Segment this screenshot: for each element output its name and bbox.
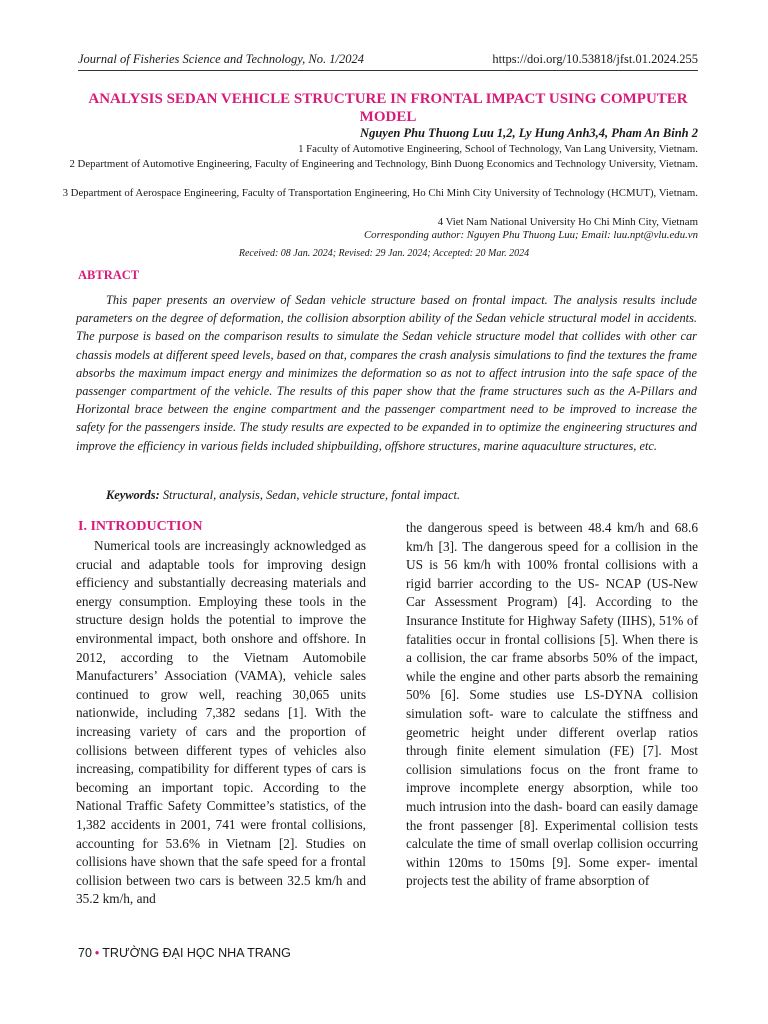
abstract-body: This paper presents an overview of Sedan vehicle structure based on frontal impact. The analysis results include parameters on the degree of deformation, the collision absorption ability of the Sedan vehicle structural model in accidents. The purpose is based on the comparison results to simulate the Sedan vehicle structure model that collides with other car chassis models at different speed levels, based on that, compares the crash analysis simulations to find the textures the frame absorbs the maximum impact energy and minimizes the deformation so as not to affect intrusion into the safe space of the passenger compartment of the vehicle. The results of this paper show that the frame structures such as the A-Pillars and Horizontal brace between the engine compartment and the passenger compartment need to be improved to increase the safety for the passengers inside. The study results are expected to be expanded in to optimize the engineering structures and improve the efficiency in various fields included shipbuilding, offshore structures, marine aquaculture structures, etc.: [76, 293, 697, 453]
page-footer: [78, 946, 291, 960]
page-number: 70: [78, 946, 92, 960]
corresponding-author: Corresponding author: Nguyen Phu Thuong Luu; Email: luu.npt@vlu.edu.vn: [363, 229, 698, 241]
intro-column-right: the dangerous speed is between 48.4 km/h and 68.6 km/h [3]. The dangerous speed for a collision in the US is 56 km/h with 100% frontal collisions with a rigid barrier according to the US- NCAP (US-New Car Assessment Program) [4]. According to the Insurance Institute for Highway Safety (IIHS), 51% of fatalities occur in frontal collisions [5]. When there is a collision, the car frame absorbs 50% of the impact, while the engine and other parts absorb the remaining 50% [6]. Some studies use LS-DYNA collision simulation soft- ware to calculate the stiffness and geometric height under different overlap ratios through finite element simulation (FE) [7]. Most collision simulations focus on the front frame to improve incomplete energy absorption, while too much intrusion into the dash- board can easily damage the front passenger [8]. Experimental collision tests calculate the time of small overlap collision occurring within 120ms to 150ms [9]. Some exper- imental projects test the ability of frame absorption of: [406, 520, 698, 889]
submission-dates: Received: 08 Jan. 2024; Revised: 29 Jan. 2024; Accepted: 20 Mar. 2024: [238, 248, 530, 259]
keywords: [76, 488, 697, 503]
abstract-heading: ABTRACT: [78, 268, 140, 282]
footer-university: TRƯỜNG ĐẠI HỌC NHA TRANG: [102, 946, 291, 960]
journal-name: Journal of Fisheries Science and Technology, No. 1/2024: [78, 52, 364, 66]
affiliation-3: 3 Department of Aerospace Engineering, Faculty of Transportation Engineering, Ho Chi Minh City University of Technology (HCMUT), Vietnam.: [62, 187, 698, 199]
doi-link[interactable]: https://doi.org/10.53818/jfst.01.2024.255: [492, 52, 698, 66]
paper-title: ANALYSIS SEDAN VEHICLE STRUCTURE IN FRONTAL IMPACT USING COMPUTER MODEL: [88, 91, 688, 125]
affiliation-1: 1 Faculty of Automotive Engineering, School of Technology, Van Lang University, Vietnam.: [298, 143, 698, 155]
authors: Nguyen Phu Thuong Luu 1,2, Ly Hung Anh3,4, Pham An Binh 2: [360, 126, 698, 140]
section-heading-introduction: I. INTRODUCTION: [78, 519, 203, 534]
running-header: [78, 52, 698, 70]
intro-column-left: Numerical tools are increasingly acknowledged as crucial and adaptable tools for improving design efficiency and substantially decreasing materials and energy consumption. Employing these tools in the structure design holds the potential to improve the environmental impact, both onshore and offshore. In 2012, according to the Vietnam Automobile Manufacturers’ Association (VAMA), vehicle sales continued to grow well, reaching 30,065 units nationwide, including 7,382 sedans [1]. With the increasing variety of cars and the proportion of collisions between different types of vehicles also increasing, compatibility for different types of cars is becoming an important topic. According to the National Traffic Safety Committee’s statistics, of the 1,382 accidents in 2001, 741 were frontal collisions, accounting for 53.6% in Vietnam [2]. Studies on collisions have shown that the safe speed for a frontal collision between two cars is between 32.5 km/h and 35.2 km/h, and: [76, 538, 366, 907]
keywords-label: Keywords:: [106, 488, 160, 502]
affiliation-4: 4 Viet Nam National University Ho Chi Minh City, Vietnam: [437, 216, 698, 228]
affiliation-2: 2 Department of Automotive Engineering, Faculty of Engineering and Technology, Binh Duong Economics and Technology University, Vietnam.: [69, 158, 698, 170]
keywords-list: Structural, analysis, Sedan, vehicle structure, fontal impact.: [162, 488, 461, 502]
header-divider: [78, 70, 698, 71]
footer-separator: •: [94, 946, 100, 960]
